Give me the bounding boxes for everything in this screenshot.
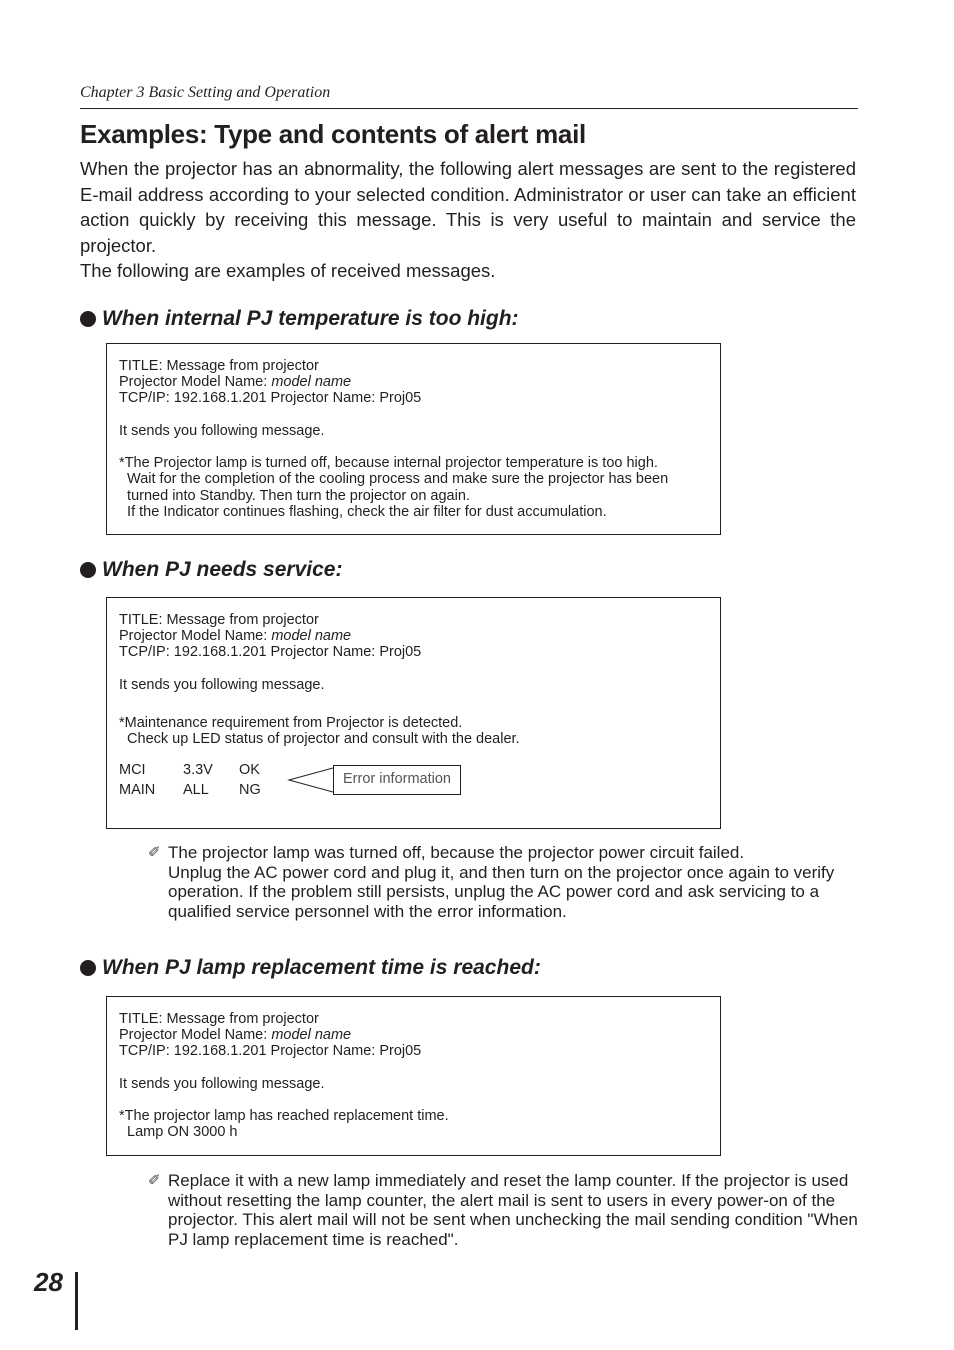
header-rule (80, 108, 858, 109)
error-table (119, 761, 708, 801)
note-service (148, 843, 858, 921)
msg-sends-line: It sends you following message. (119, 676, 325, 693)
model-value: model name (271, 1027, 352, 1044)
msg-tcpip-line: TCP/IP: 192.168.1.201 Projector Name: Proj05 (119, 1043, 422, 1060)
msg-line: *The projector lamp has reached replacement time. (119, 1108, 449, 1125)
note-line: Unplug the AC power cord and plug it, and then turn on the projector once again to verify operation. If the problem still persists, unplug the AC power cord and ask servicing to a qualified service personnel with the error information. (168, 862, 835, 921)
msg-sends-line: It sends you following message. (119, 1075, 325, 1092)
model-value: model name (271, 628, 352, 645)
pencil-icon: ✐ (148, 844, 161, 861)
message-box-lamp (106, 996, 721, 1156)
model-label: Projector Model Name: (119, 628, 272, 645)
msg-line: If the Indicator continues flashing, check the air filter for dust accumulation. (119, 503, 607, 520)
message-box-service (106, 597, 721, 829)
msg-line: Lamp ON 3000 h (119, 1124, 238, 1141)
msg-title-line: TITLE: Message from projector (119, 358, 319, 374)
chapter-header: Chapter 3 Basic Setting and Operation (80, 84, 331, 101)
error-value: ALL (183, 782, 209, 799)
msg-model-line (119, 628, 708, 644)
intro-following: The following are examples of received messages. (80, 260, 496, 281)
error-value: 3.3V (183, 762, 213, 779)
intro-text (80, 156, 856, 284)
msg-tcpip-line: TCP/IP: 192.168.1.201 Projector Name: Proj05 (119, 644, 422, 661)
callout-pointer-icon (287, 765, 333, 795)
model-value: model name (271, 374, 352, 391)
error-name: MCI (119, 762, 146, 779)
msg-model-line (119, 374, 708, 390)
pencil-icon: ✐ (148, 1172, 161, 1189)
section-heading-lamp (80, 956, 541, 980)
error-name: MAIN (119, 782, 156, 799)
callout-label: Error information (333, 765, 461, 795)
note-line: The projector lamp was turned off, because the projector power circuit failed. (168, 843, 745, 862)
section-heading-service (80, 558, 342, 582)
model-label: Projector Model Name: (119, 1027, 272, 1044)
msg-title-line: TITLE: Message from projector (119, 1011, 319, 1027)
page-title: Examples: Type and contents of alert mail (80, 119, 586, 149)
msg-tcpip-line: TCP/IP: 192.168.1.201 Projector Name: Proj05 (119, 390, 422, 407)
msg-model-line (119, 1027, 708, 1043)
msg-title-line: TITLE: Message from projector (119, 612, 319, 628)
bullet-icon (80, 562, 96, 578)
intro-paragraph: When the projector has an abnormality, the following alert messages are sent to the registered E-mail address according to your selected condition. Administrator or user can take an efficient action quickly by receiving this message. This is very useful to maintain and service the projector. (80, 158, 856, 256)
section-heading-label: When internal PJ temperature is too high: (102, 307, 519, 330)
model-label: Projector Model Name: (119, 374, 272, 391)
error-status: OK (239, 762, 260, 779)
page-number-bar (75, 1272, 78, 1330)
msg-line: *The Projector lamp is turned off, because internal projector temperature is too high. (119, 455, 658, 472)
error-status: NG (239, 782, 261, 799)
section-heading-temperature (80, 307, 519, 331)
note-lamp (148, 1171, 858, 1249)
msg-line: turned into Standby. Then turn the projector on again. (119, 487, 470, 504)
section-heading-label: When PJ lamp replacement time is reached: (102, 956, 541, 979)
msg-line: *Maintenance requirement from Projector is detected. (119, 714, 463, 731)
msg-line: Check up LED status of projector and consult with the dealer. (119, 731, 520, 748)
msg-sends-line: It sends you following message. (119, 422, 325, 439)
section-heading-label: When PJ needs service: (102, 558, 343, 581)
error-callout (287, 758, 461, 801)
bullet-icon (80, 960, 96, 976)
bullet-icon (80, 311, 96, 327)
page-number: 28 (34, 1267, 63, 1297)
msg-line: Wait for the completion of the cooling process and make sure the projector has been (119, 471, 669, 488)
note-line: Replace it with a new lamp immediately and reset the lamp counter. If the projector is used without resetting the lamp counter, the alert mail is sent to users in every power-on of the projector. This alert mail will not be sent when unchecking the mail sending condition "When PJ lamp replacement time is reached". (168, 1171, 858, 1249)
message-box-temperature (106, 343, 721, 535)
